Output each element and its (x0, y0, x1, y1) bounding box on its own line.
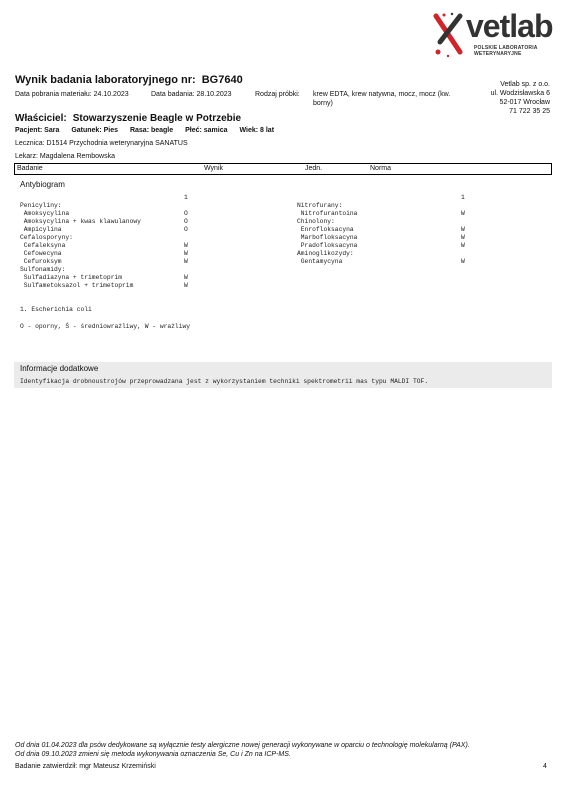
antibiotic-result: 1 (461, 194, 465, 201)
owner-label: Właściciel: (15, 113, 67, 124)
antibiotic-name: Pradofloksacyna (297, 242, 358, 249)
antibiotic-result: W (184, 242, 188, 249)
organism: 1. Escherichia coli (20, 306, 92, 313)
antibiotic-name: Sulfametoksazol + trimetoprim (20, 282, 134, 289)
doctor: Lekarz: Magdalena Rembowska (15, 153, 115, 160)
antibiotic-name: Marbofloksacyna (297, 234, 358, 241)
antibiotic-result: W (461, 242, 465, 249)
antibiotic-name: Cefaleksyna (20, 242, 66, 249)
sample-type-value: krew EDTA, krew natywna, mocz, mocz (kw. borny) (313, 91, 451, 107)
antibiotic-result: 1 (184, 194, 188, 201)
patient-sex: Płeć: samica (185, 127, 228, 134)
antibiotic-result: W (184, 274, 188, 281)
column-norm: Norma (370, 165, 392, 172)
report-number: BG7640 (201, 74, 243, 86)
antibiotic-result: W (461, 226, 465, 233)
company-address (491, 80, 550, 116)
antibiotic-name: Amoksycylina (20, 210, 70, 217)
patient-species: Gatunek: Pies (71, 127, 118, 134)
company-street: ul. Wodzisławska 6 (490, 90, 550, 97)
antibiotic-result: W (184, 250, 188, 257)
antibiotic-result: O (184, 226, 188, 233)
antibiotic-result: W (461, 210, 465, 217)
antibiotic-group: Cefalosporyny: (20, 234, 73, 241)
column-unit: Jedn. (305, 165, 323, 172)
additional-info-title: Informacje dodatkowe (20, 364, 99, 373)
antibiotic-name: Enrofloksacyna (297, 226, 354, 233)
column-result: Wynik (204, 165, 223, 172)
logo-wordmark: vetlab (466, 8, 553, 44)
company-name: Vetlab sp. z o.o. (500, 81, 550, 88)
page-number: 4 (543, 763, 547, 770)
antibiotic-result: W (461, 234, 465, 241)
dna-helix-icon (430, 12, 470, 58)
owner (15, 113, 241, 124)
report-title-label: Wynik badania laboratoryjnego nr: (15, 74, 196, 86)
antibiotic-group: Nitrofurany: (297, 202, 343, 209)
antibiotic-name: Ampicylina (20, 226, 62, 233)
antibiogram-title: Antybiogram (20, 180, 65, 189)
logo-subtitle-2: WETERYNARYJNE (474, 51, 522, 57)
additional-info-text: Identyfikacja drobnoustrojów przeprowadzana jest z wykorzystaniem techniki spektrometrii mas typu MALDI TOF. (20, 378, 429, 385)
footer-notes (15, 741, 555, 759)
antibiogram-legend: O - oporny, Ś - średniowrażliwy, W - wrażliwy (20, 323, 191, 330)
owner-value: Stowarzyszenie Beagle w Potrzebie (72, 113, 242, 124)
antibiotic-name: Cefowecyna (20, 250, 62, 257)
test-date: Data badania: 28.10.2023 (151, 91, 232, 98)
vetlab-logo (430, 8, 553, 58)
collection-date: Data pobrania materiału: 24.10.2023 (15, 91, 129, 98)
column-test: Badanie (17, 165, 43, 172)
footer-note-2: Od dnia 09.10.2023 zmieni się metoda wykonywania oznaczenia Se, Cu i Zn na ICP-MS. (15, 751, 291, 758)
approved-by: Badanie zatwierdził: mgr Mateusz Krzemiński (15, 763, 156, 770)
antibiotic-name: Gentamycyna (297, 258, 343, 265)
antibiotic-group: Penicyliny: (20, 202, 62, 209)
antibiogram-left (20, 194, 270, 294)
patient-breed: Rasa: beagle (129, 127, 174, 134)
antibiotic-result: O (184, 218, 188, 225)
antibiotic-result: W (184, 258, 188, 265)
antibiotic-group: Chinolony: (297, 218, 335, 225)
antibiogram-right (297, 194, 477, 274)
antibiotic-name: Amoksycylina + kwas klawulanowy (20, 218, 141, 225)
report-title (15, 74, 243, 86)
antibiotic-name: Cefuroksym (20, 258, 62, 265)
results-table-header (14, 163, 552, 175)
logo-subtitle-1: POLSKIE LABORATORIA (474, 45, 538, 51)
company-city: 52-017 Wrocław (499, 99, 550, 106)
antibiotic-result: W (184, 282, 188, 289)
footer-note-1: Od dnia 01.04.2023 dla psów dedykowane są wyłącznie testy alergiczne nowej generacji wykonywane w oparciu o technologię molekularną (PAX). (15, 742, 470, 749)
patient-name: Pacjent: Sara (15, 127, 60, 134)
antibiotic-group: Sulfonamidy: (20, 266, 66, 273)
antibiotic-group: Aminoglikozydy: (297, 250, 354, 257)
patient-age: Wiek: 8 lat (239, 127, 275, 134)
clinic: Lecznica: D1514 Przychodnia weterynaryjna SANATUS (15, 140, 188, 147)
antibiotic-result: W (461, 258, 465, 265)
patient-info (15, 127, 284, 134)
antibiotic-name: Nitrofurantoina (297, 210, 358, 217)
antibiotic-name: Sulfadiazyna + trimetoprim (20, 274, 123, 281)
company-phone: 71 722 35 25 (509, 108, 550, 115)
antibiotic-result: O (184, 210, 188, 217)
sample-type-label: Rodzaj próbki: (255, 91, 300, 98)
